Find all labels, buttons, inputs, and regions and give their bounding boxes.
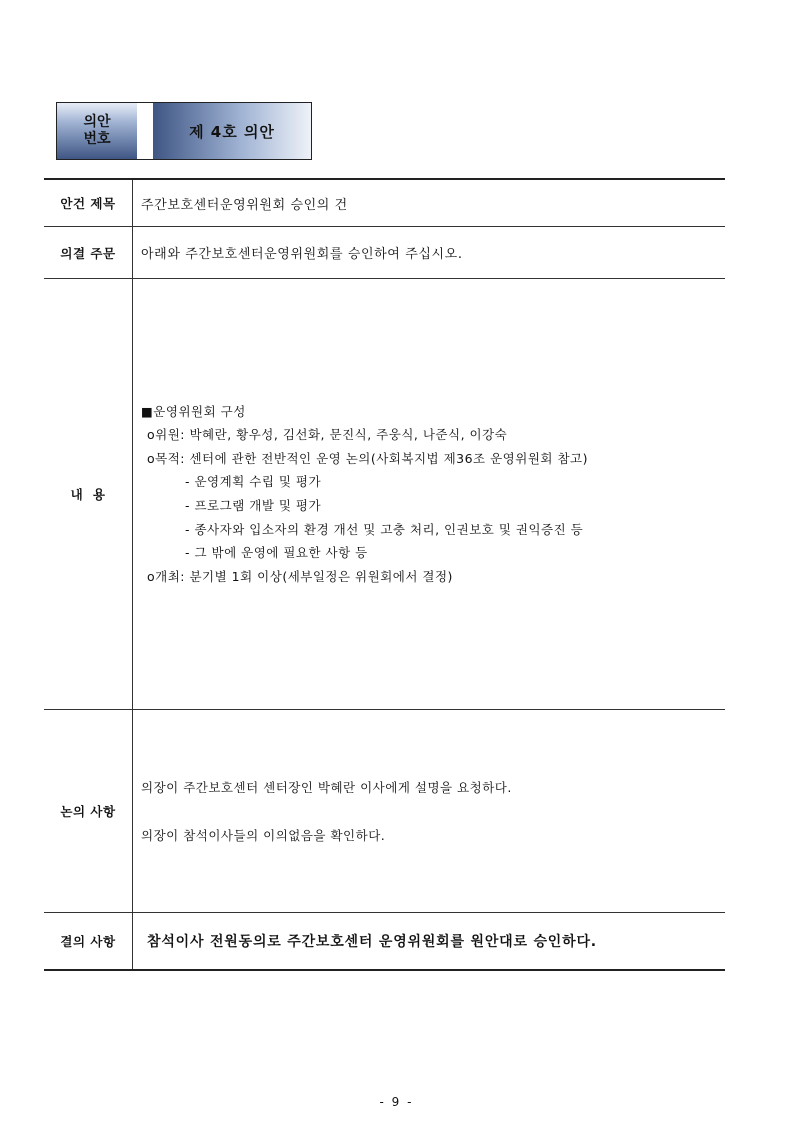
- agenda-table: [44, 178, 725, 971]
- agenda-label-line1: 의안: [83, 114, 111, 130]
- discussion-value: [133, 710, 726, 913]
- row-agenda-title: [44, 179, 725, 227]
- row-discussion: [44, 710, 725, 913]
- row-content: [44, 279, 725, 710]
- discussion-line-1: 의장이 주간보호센터 센터장인 박혜란 이사에게 설명을 요청하다.: [141, 780, 512, 795]
- discussion-block: [141, 778, 725, 844]
- content-line-sub2: - 프로그램 개발 및 평가: [185, 498, 322, 513]
- content-label: 내 용: [44, 279, 133, 710]
- content-block: [141, 400, 725, 589]
- agenda-label-line2: 번호: [83, 131, 111, 147]
- page-number: - 9 -: [379, 1095, 414, 1109]
- content-line-meeting: o개최: 분기별 1회 이상(세부일정은 위원회에서 결정): [147, 568, 453, 584]
- content-value: [133, 279, 726, 710]
- result-label: 결의 사항: [44, 913, 133, 971]
- motion-value: 아래와 주간보호센터운영위원회를 승인하여 주십시오.: [133, 227, 726, 279]
- discussion-line-2: 의장이 참석이사들의 이의없음을 확인하다.: [141, 828, 386, 843]
- agenda-title-label: 안건 제목: [44, 179, 133, 227]
- content-line-sub1: - 운영계획 수립 및 평가: [185, 474, 322, 490]
- content-line-sub4: - 그 밖에 운영에 필요한 사항 등: [185, 545, 368, 561]
- motion-label: 의결 주문: [44, 227, 133, 279]
- content-line-sub3: - 종사자와 입소자의 환경 개선 및 고충 처리, 인권보호 및 권익증진 등: [185, 521, 584, 537]
- agenda-number-header: [56, 102, 312, 160]
- agenda-number-title: 제 4호 의안: [153, 103, 311, 159]
- discussion-label: 논의 사항: [44, 710, 133, 913]
- agenda-header-divider: [137, 103, 153, 159]
- agenda-title-value: 주간보호센터운영위원회 승인의 건: [133, 179, 726, 227]
- content-line-section: ■운영위원회 구성: [141, 403, 246, 419]
- agenda-number-label: [57, 103, 137, 159]
- result-value: 참석이사 전원동의로 주간보호센터 운영위원회를 원안대로 승인하다.: [133, 913, 726, 971]
- content-line-purpose: o목적: 센터에 관한 전반적인 운영 논의(사회복지법 제36조 운영위원회 참고): [147, 450, 588, 466]
- row-result: [44, 913, 725, 971]
- content-line-members: o위원: 박혜란, 황우성, 김선화, 문진식, 주웅식, 나준식, 이강숙: [147, 427, 508, 443]
- row-motion: [44, 227, 725, 279]
